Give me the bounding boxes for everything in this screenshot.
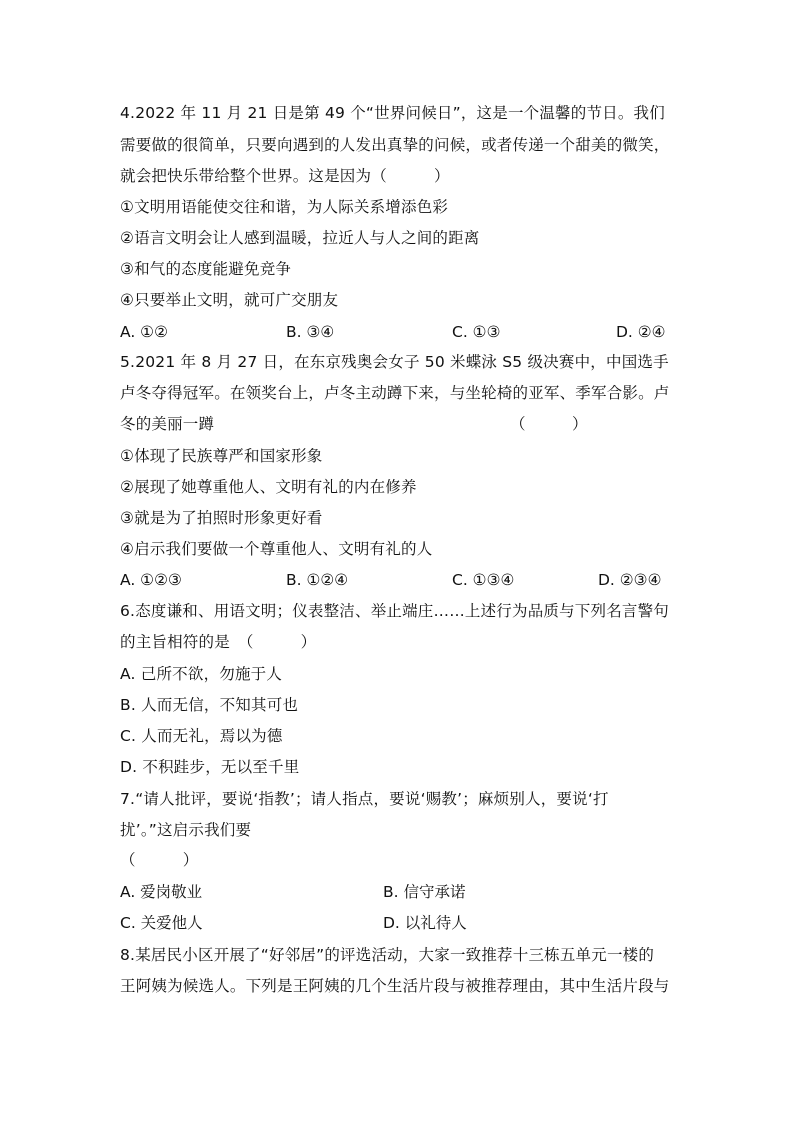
q4-option-a: A. ①② — [120, 323, 168, 341]
q5-option-c: C. ①③④ — [452, 571, 515, 589]
q4-statement-4: ④只要举止文明，就可广交朋友 — [120, 291, 339, 309]
q8-stem-line-2: 王阿姨为候选人。下列是王阿姨的几个生活片段与被推荐理由，其中生活片段与 — [120, 977, 670, 995]
q4-option-c: C. ①③ — [452, 323, 501, 341]
q4-stem-line-2: 需要做的很简单，只要向遇到的人发出真挚的问候，或者传递一个甜美的微笑， — [120, 136, 670, 154]
q4-option-b: B. ③④ — [286, 323, 335, 341]
q5-option-d: D. ②③④ — [598, 571, 662, 589]
q7-stem-line-2: 扰’。”这启示我们要 — [120, 821, 252, 839]
q7-option-c: C. 关爱他人 — [120, 914, 203, 932]
q7-option-a: A. 爱岗敬业 — [120, 883, 203, 901]
q5-stem-line-3: 冬的美丽一蹲 — [120, 415, 215, 433]
q6-option-d: D. 不积跬步，无以至千里 — [120, 758, 300, 776]
q6-option-c: C. 人而无礼，焉以为德 — [120, 727, 283, 745]
q6-stem-line-1: 6.态度谦和、用语文明；仪表整洁、举止端庄……上述行为品质与下列名言警句 — [120, 602, 669, 620]
q7-option-b: B. 信守承诺 — [383, 883, 466, 901]
q4-stem-line-3: 就会把快乐带给整个世界。这是因为（ ） — [120, 167, 450, 185]
q5-statement-3: ③就是为了拍照时形象更好看 — [120, 509, 323, 527]
q7-stem-line-1: 7.“请人批评，要说‘指教’；请人指点，要说‘赐教’；麻烦别人，要说‘打 — [120, 790, 609, 808]
q4-statement-2: ②语言文明会让人感到温暖，拉近人与人之间的距离 — [120, 229, 480, 247]
q5-stem-line-2: 卢冬夺得冠军。在领奖台上，卢冬主动蹲下来，与坐轮椅的亚军、季军合影。卢 — [120, 384, 670, 402]
q5-stem-line-1: 5.2021 年 8 月 27 日，在东京残奥会女子 50 米蝶泳 S5 级决赛中，中国选手 — [120, 353, 669, 371]
q5-option-b: B. ①②④ — [286, 571, 349, 589]
q5-answer-paren: （ ） — [510, 415, 588, 433]
q5-statement-4: ④启示我们要做一个尊重他人、文明有礼的人 — [120, 540, 433, 558]
q5-statement-1: ①体现了民族尊严和国家形象 — [120, 447, 323, 465]
q7-answer-paren: （ ） — [120, 851, 199, 869]
q4-stem-line-1: 4.2022 年 11 月 21 日是第 49 个“世界问候日”，这是一个温馨的节日。我们 — [120, 104, 665, 122]
q6-option-a: A. 己所不欲，勿施于人 — [120, 665, 283, 683]
q5-statement-2: ②展现了她尊重他人、文明有礼的内在修养 — [120, 478, 417, 496]
q8-stem-line-1: 8.某居民小区开展了“好邻居”的评选活动，大家一致推荐十三栋五单元一楼的 — [120, 946, 655, 964]
q7-option-d: D. 以礼待人 — [383, 914, 467, 932]
q4-statement-1: ①文明用语能使交往和谐，为人际关系增添色彩 — [120, 198, 449, 216]
q6-option-b: B. 人而无信，不知其可也 — [120, 696, 299, 714]
q6-stem-line-2: 的主旨相符的是 （ ） — [120, 633, 317, 651]
q4-statement-3: ③和气的态度能避免竞争 — [120, 260, 292, 278]
q4-option-d: D. ②④ — [616, 323, 666, 341]
q5-option-a: A. ①②③ — [120, 571, 182, 589]
